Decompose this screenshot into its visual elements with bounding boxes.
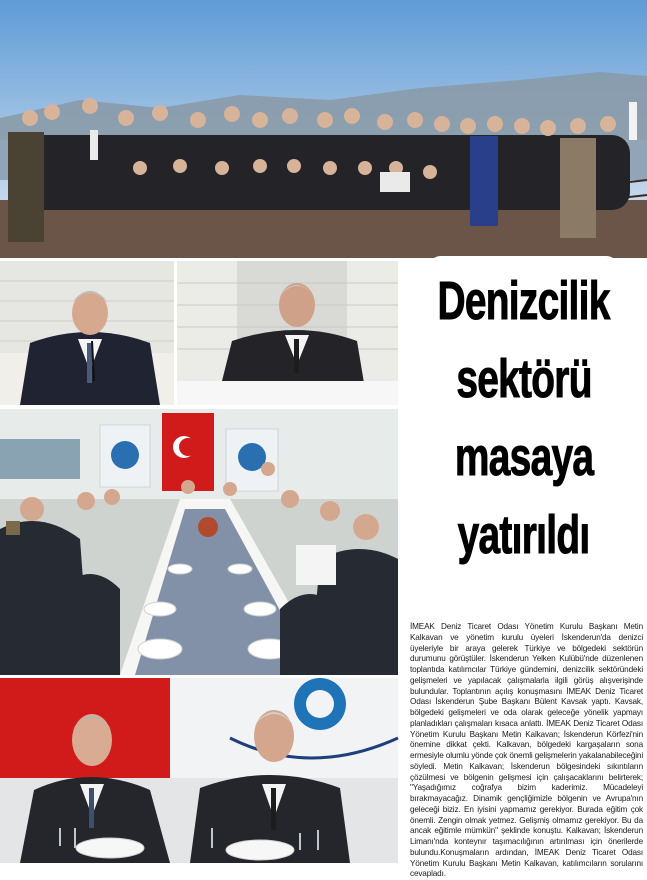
guests-photo: [0, 678, 398, 863]
headline-line-4: yatırıldı: [458, 505, 590, 565]
article-body: [410, 622, 643, 879]
dinner-table-photo: [0, 409, 398, 675]
speaker-photo-right: [177, 261, 398, 405]
speaker-photo-left: [0, 261, 174, 405]
headline-line-3: masaya: [454, 427, 594, 487]
group-photo: [0, 0, 647, 258]
headline: [405, 262, 643, 617]
article-paragraph: İMEAK Deniz Ticaret Odası Yönetim Kurulu Başkanı Metin Kalkavan ve yönetim kurulu üyeleri İskenderun'da denizci üyeleriyle bir araya gelerek Türkiye ve bölgedeki sektörün durumunu görüştüler. İskenderun Yelken Kulübü'nde düzenlenen toplantıda katılımcılar Türkiye gündemini, denizcilik sektöründeki gelişmeleri ve yapılacak çalışmalarla ilgili görüş alışverişinde bulundular. Toplantının açılış konuşmasını İMEAK Deniz Ticaret Odası İskenderun Şube Başkanı Bülent Kavsak yaptı. Kavsak, bölgedeki gelişmeleri ve oda olarak geleceğe yönelik yapmayı planladıkları çalışmaları kısaca anlattı. İMEAK Deniz Ticaret Odası Yönetim Kurulu Başkanı Metin Kalkavan; İskenderun Körfezi'nin önemine dikkat çekti. Kalkavan, bölgedeki kargaşaların sona ermesiyle olumlu yönde çok önemli gelişmelerin yakalanabileceğini söyledi. Metin Kalkavan; İskenderun bölgesindeki sıkıntıların çözülmesi ve bölgenin gelişmesi için çalışacaklarını belirterek; "Yaşadığımız coğrafya bizim kaderimiz. Mücadeleyi bırakmayacağız. Dinamik gençliğimizle bölgenin ve Avrupa'nın geleceği biziz. En iyisini yapmamız gerekiyor. Burada eğitim çok önemli. Zengin olmak yetmez. Gelişmiş olmamız gerekiyor. Bu da ancak eğitimle mümkün" şeklinde konuştu. Kalkavan; İskenderun Limanı'nda konteynır taşımacılığının artırılması için önerilerde bulundu.Konuşmaların ardından, İMEAK Deniz Ticaret Odası Yönetim Kurulu Başkanı Metin Kalkavan, katılımcıların sorularını cevapladı.: [410, 622, 643, 879]
headline-line-1: Denizcilik: [431, 262, 618, 340]
headline-line-2: sektörü: [456, 349, 592, 409]
